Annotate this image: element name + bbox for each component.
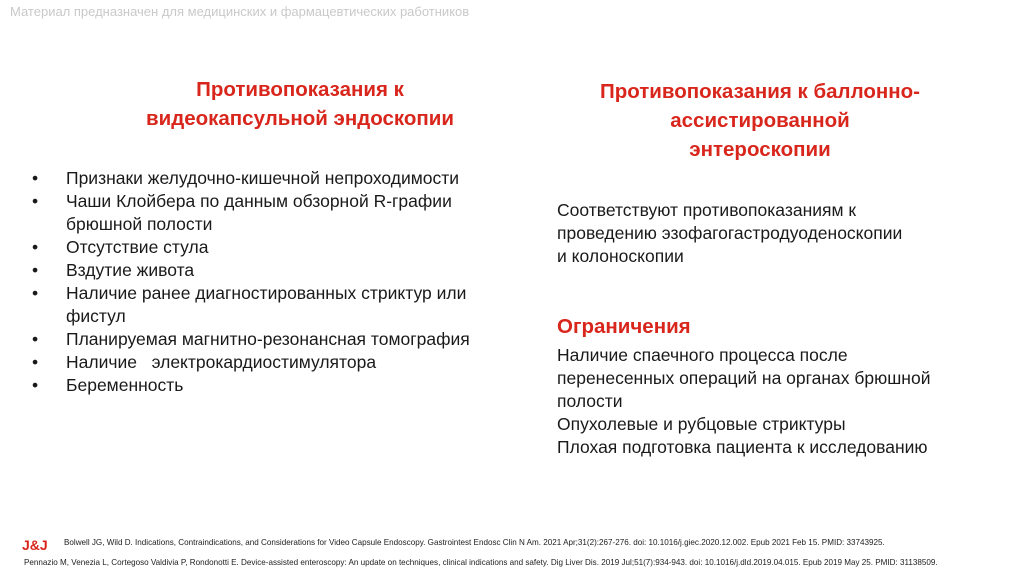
list-item bbox=[30, 236, 550, 259]
list-item-text: Беременность bbox=[66, 375, 184, 395]
list-item-text: Признаки желудочно-кишечной непроходимости bbox=[66, 168, 460, 188]
bullet-icon: • bbox=[32, 191, 39, 211]
list-item bbox=[30, 167, 550, 190]
paragraph-line: и колоноскопии bbox=[557, 246, 684, 266]
heading-line: ассистированной bbox=[670, 109, 850, 132]
list-item-text: Наличие ранее диагностированных стриктур или bbox=[66, 283, 467, 303]
limitations-title: Ограничения bbox=[557, 315, 691, 338]
list-item-text: Вздутие живота bbox=[66, 260, 195, 280]
balloon-enteroscopy-contraindications-heading bbox=[520, 77, 1000, 164]
list-item-text: Отсутствие стула bbox=[66, 237, 209, 257]
paragraph-line: Наличие спаечного процесса после bbox=[557, 345, 848, 365]
capsule-contraindications-list bbox=[30, 167, 550, 397]
limitations-list bbox=[557, 344, 1007, 459]
bullet-icon: • bbox=[32, 260, 39, 280]
list-item-text: брюшной полости bbox=[66, 214, 213, 234]
list-item bbox=[30, 351, 550, 374]
list-item-text: Наличие электрокардиостимулятора bbox=[66, 352, 377, 372]
list-item bbox=[30, 259, 550, 282]
list-item-text: фистул bbox=[66, 306, 126, 326]
list-item bbox=[30, 374, 550, 397]
bullet-icon: • bbox=[32, 237, 39, 257]
list-item-text: Планируемая магнитно-резонансная томография bbox=[66, 329, 470, 349]
paragraph-line: проведению эзофагогастродуоденоскопии bbox=[557, 223, 903, 243]
paragraph-line: перенесенных операций на органах брюшной bbox=[557, 368, 931, 388]
heading-line: энтероскопии bbox=[689, 138, 831, 161]
bullet-icon: • bbox=[32, 329, 39, 349]
heading-line: Противопоказания к bbox=[196, 78, 404, 101]
heading-line: Противопоказания к баллонно- bbox=[600, 80, 920, 103]
list-item bbox=[30, 328, 550, 351]
paragraph-line: Опухолевые и рубцовые стриктуры bbox=[557, 414, 846, 434]
equivalence-paragraph bbox=[557, 199, 1007, 268]
paragraph-line: Плохая подготовка пациента к исследованию bbox=[557, 437, 928, 457]
bullet-icon: • bbox=[32, 168, 39, 188]
paragraph-line: полости bbox=[557, 391, 623, 411]
bullet-icon: • bbox=[32, 283, 39, 303]
disclaimer-watermark: Материал предназначен для медицинских и фармацевтических работников bbox=[10, 4, 470, 19]
reference-citation: Bolwell JG, Wild D. Indications, Contraindications, and Considerations for Video Capsule Endoscopy. Gastrointest Endosc Clin N Am. 2021 Apr;31(2):267-276. doi: 10.1016/j.giec.2020.12.002. Epub 2021 Feb 15. PMID: 33743925. bbox=[64, 538, 885, 547]
list-item bbox=[30, 282, 550, 328]
reference-citation: Pennazio M, Venezia L, Cortegoso Valdivia P, Rondonotti E. Device-assisted enteroscopy: An update on techniques, clinical indications and safety. Dig Liver Dis. 2019 Jul;51(7):934-943. doi: 10.1016/j.dld.2019.04.015. Epub 2019 May 25. PMID: 31138509. bbox=[24, 558, 938, 567]
list-item bbox=[30, 190, 550, 236]
bullet-icon: • bbox=[32, 352, 39, 372]
capsule-contraindications-heading bbox=[60, 75, 540, 133]
list-item-text: Чаши Клойбера по данным обзорной R-графии bbox=[66, 191, 452, 211]
heading-line: видеокапсульной эндоскопии bbox=[145, 107, 454, 130]
paragraph-line: Соответствуют противопоказаниям к bbox=[557, 200, 857, 220]
bullet-icon: • bbox=[32, 375, 39, 395]
company-logo: J&J bbox=[22, 537, 48, 553]
